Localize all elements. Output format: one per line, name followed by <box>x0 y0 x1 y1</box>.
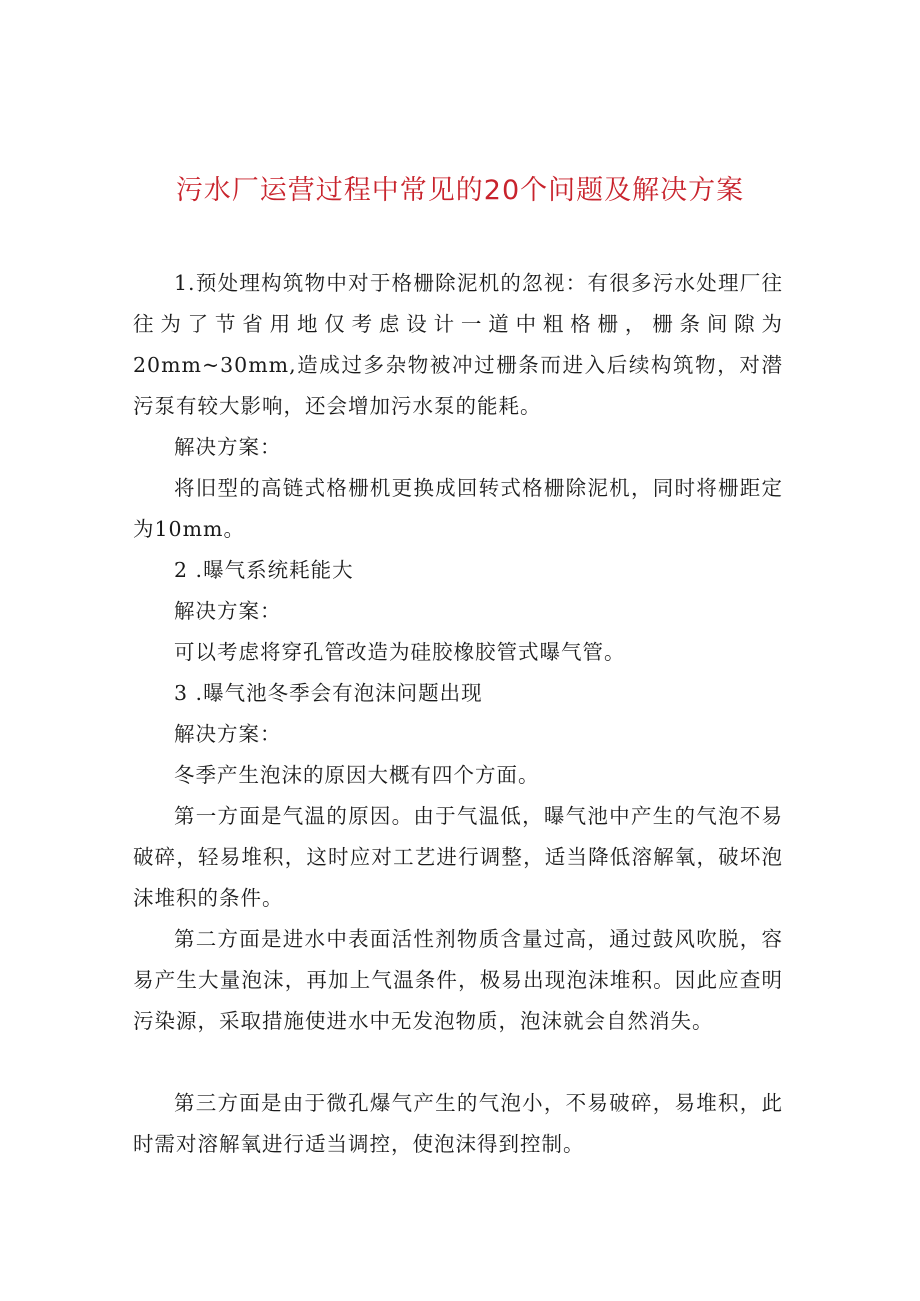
paragraph-1-preprocessing: 1.预处理构筑物中对于格栅除泥机的忽视：有很多污水处理厂往往为了节省用地仅考虑设计一道中粗格栅，栅条间隙为20mm~30mm,造成过多杂物被冲过栅条而进入后续构筑物，对潜污泵有较大影响，还会增加污水泵的能耗。 <box>133 271 783 418</box>
paragraph-solution-2: 可以考虑将穿孔管改造为硅胶橡胶管式曝气管。 <box>174 640 626 664</box>
paragraph-foam-first: 第一方面是气温的原因。由于气温低，曝气池中产生的气泡不易破碎，轻易堆积，这时应对工艺进行调整，适当降低溶解氧，破坏泡沫堆积的条件。 <box>133 804 783 910</box>
document-body <box>133 263 783 1165</box>
solution-heading: 解决方案： <box>174 435 282 459</box>
document-title: 污水厂运营过程中常见的20个问题及解决方案 <box>175 175 745 206</box>
paragraph-foam-third: 第三方面是由于微孔爆气产生的气泡小，不易破碎，易堆积，此时需对溶解氧进行适当调控，使泡沫得到控制。 <box>133 1091 783 1156</box>
section-heading-2: 2 .曝气系统耗能大 <box>174 558 354 582</box>
paragraph-foam-second: 第二方面是进水中表面活性剂物质含量过高，通过鼓风吹脱，容易产生大量泡沫，再加上气温条件，极易出现泡沫堆积。因此应查明污染源，采取措施使进水中无发泡物质，泡沫就会自然消失。 <box>133 927 783 1033</box>
section-heading-3: 3 .曝气池冬季会有泡沫问题出现 <box>174 681 483 705</box>
paragraph-foam-causes: 冬季产生泡沫的原因大概有四个方面。 <box>174 763 540 787</box>
solution-heading: 解决方案： <box>174 599 282 623</box>
solution-heading: 解决方案： <box>174 722 282 746</box>
paragraph-solution-1: 将旧型的高链式格栅机更换成回转式格栅除泥机，同时将栅距定为10mm。 <box>133 476 783 541</box>
